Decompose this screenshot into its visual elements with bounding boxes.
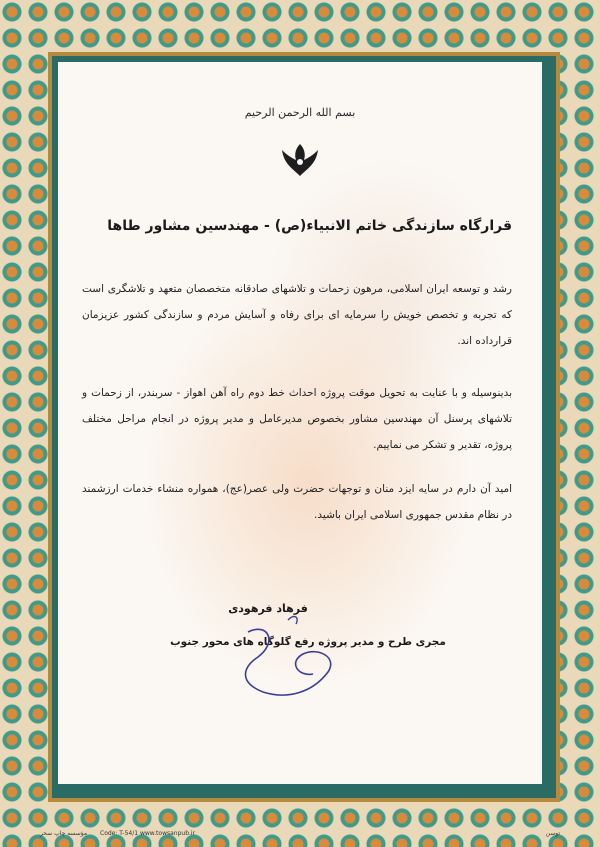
bismillah-heading: بسم الله الرحمن الرحیم bbox=[244, 106, 356, 119]
printer-footer bbox=[40, 830, 560, 842]
signatory-title: مجری طرح و مدیر پروژه رفع گلوگاه های محور جنوب bbox=[170, 636, 446, 648]
winged-emblem-icon bbox=[280, 142, 320, 178]
organization-title: قرارگاه سازندگی خاتم الانبیاء(ص) - مهندسین مشاور طاها bbox=[107, 218, 512, 234]
publisher-mark: توسن bbox=[545, 830, 560, 837]
handwritten-signature bbox=[208, 602, 348, 712]
paragraph-3: امید آن دارم در سایه ایزد منان و توجهات حضرت ولی عصر(عج)، همواره منشاء خدمات ارزشمند در نظام مقدس جمهوری اسلامی ایران باشید. bbox=[82, 483, 512, 521]
print-code: Code: T-54/1 www.towsanpub.ir bbox=[100, 830, 196, 837]
printer-name: مؤسسه چاپ سحر bbox=[40, 830, 88, 837]
certificate-paper bbox=[58, 62, 542, 784]
signatory-name: فرهاد فرهودی bbox=[228, 602, 308, 615]
paragraph-1: رشد و توسعه ایران اسلامی، مرهون زحمات و تلاشهای صادقانه متخصصان متعهد و تلاشگری است که تجربه و تخصص خویش را سرمایه ای برای رفاه و آسایش مردم و سازندگی کشور عزیزمان قرارداده اند. bbox=[82, 283, 512, 347]
paragraph-2: بدینوسیله و با عنایت به تحویل موقت پروژه احداث خط دوم راه آهن اهواز - سربندر، از زحمات و تلاشهای پرسنل آن مهندسین مشاور بخصوص مدیرعامل و مدیر پروژه در انجام مراحل مختلف پروژه، تقدیر و تشکر می نماییم. bbox=[82, 387, 512, 451]
